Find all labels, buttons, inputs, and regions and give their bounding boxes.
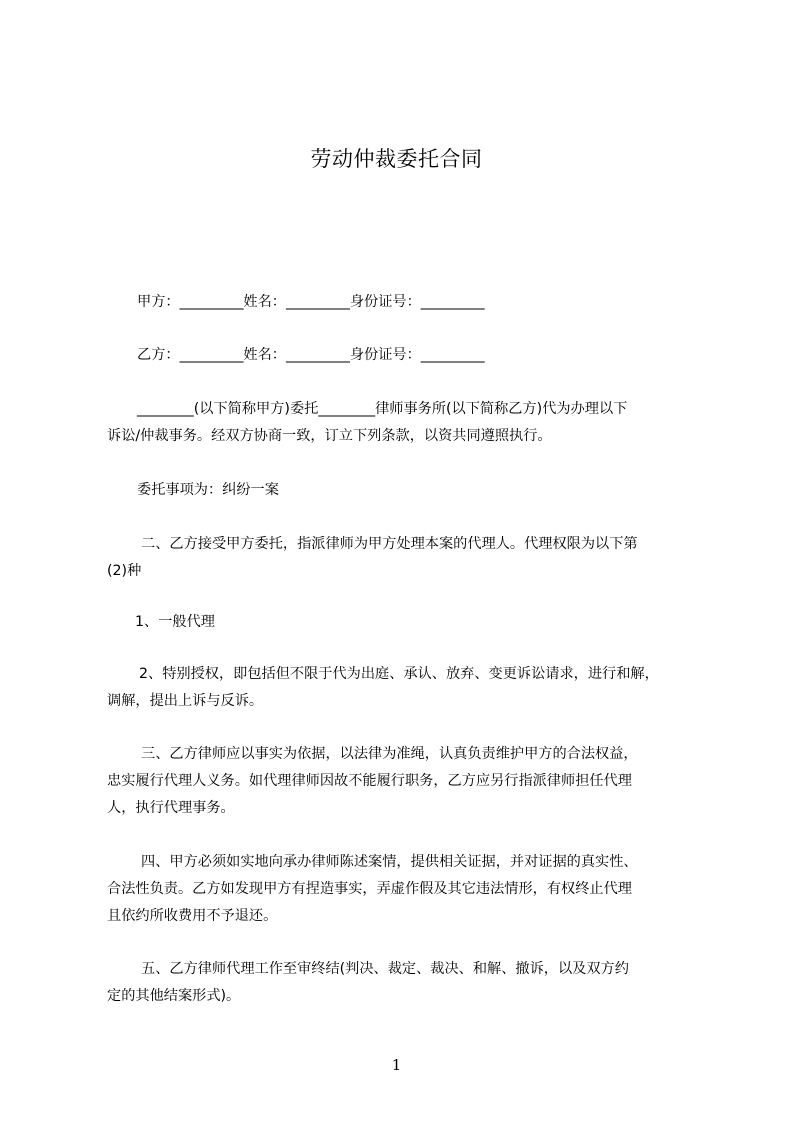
clause-4-line-2: 合法性负责。乙方如发现甲方有捏造事实，弄虚作假及其它违法情形，有权终止代理 [107, 881, 632, 897]
clause-2-line-1: 二、乙方接受甲方委托，指派律师为甲方处理本案的代理人。代理权限为以下第 [141, 536, 638, 552]
matter-line: 委托事项为：纠纷一案 [137, 482, 279, 498]
clause-3-line-1: 三、乙方律师应以事实为依据，以法律为准绳，认真负责维护甲方的合法权益， [141, 746, 638, 762]
option-1-line: 1、一般代理 [135, 614, 215, 630]
intro-line-2: 诉讼/仲裁事务。经双方协商一致，订立下列条款，以资共同遵照执行。 [107, 428, 552, 444]
clause-2-line-2: (2)种 [107, 563, 142, 579]
page-number: 1 [391, 1056, 402, 1074]
document-title: 劳动仲裁委托合同 [310, 147, 483, 171]
clause-5-line-1: 五、乙方律师代理工作至审终结(判决、裁定、裁决、和解、撤诉，以及双方约 [141, 961, 629, 977]
intro-line-1: ________(以下简称甲方)委托________律师事务所(以下简称乙方)代为办理以下 [137, 401, 628, 417]
party-b-line: 乙方：_________姓名：_________身份证号：_________ [137, 347, 485, 363]
option-2-line-2: 调解，提出上诉与反诉。 [107, 693, 264, 709]
option-2-line-1: 2、特别授权，即包括但不限于代为出庭、承认、放弃、变更诉讼请求，进行和解， [139, 666, 659, 682]
clause-5-line-2: 定的其他结案形式)。 [107, 988, 241, 1004]
party-a-line: 甲方：_________姓名：_________身份证号：_________ [137, 294, 485, 310]
clause-4-line-1: 四、甲方必须如实地向承办律师陈述案情，提供相关证据，并对证据的真实性、 [141, 854, 638, 870]
clause-3-line-3: 人，执行代理事务。 [107, 800, 235, 816]
clause-4-line-3: 且依约所收费用不予退还。 [107, 908, 278, 924]
clause-3-line-2: 忠实履行代理人义务。如代理律师因故不能履行职务，乙方应另行指派律师担任代理 [107, 773, 632, 789]
